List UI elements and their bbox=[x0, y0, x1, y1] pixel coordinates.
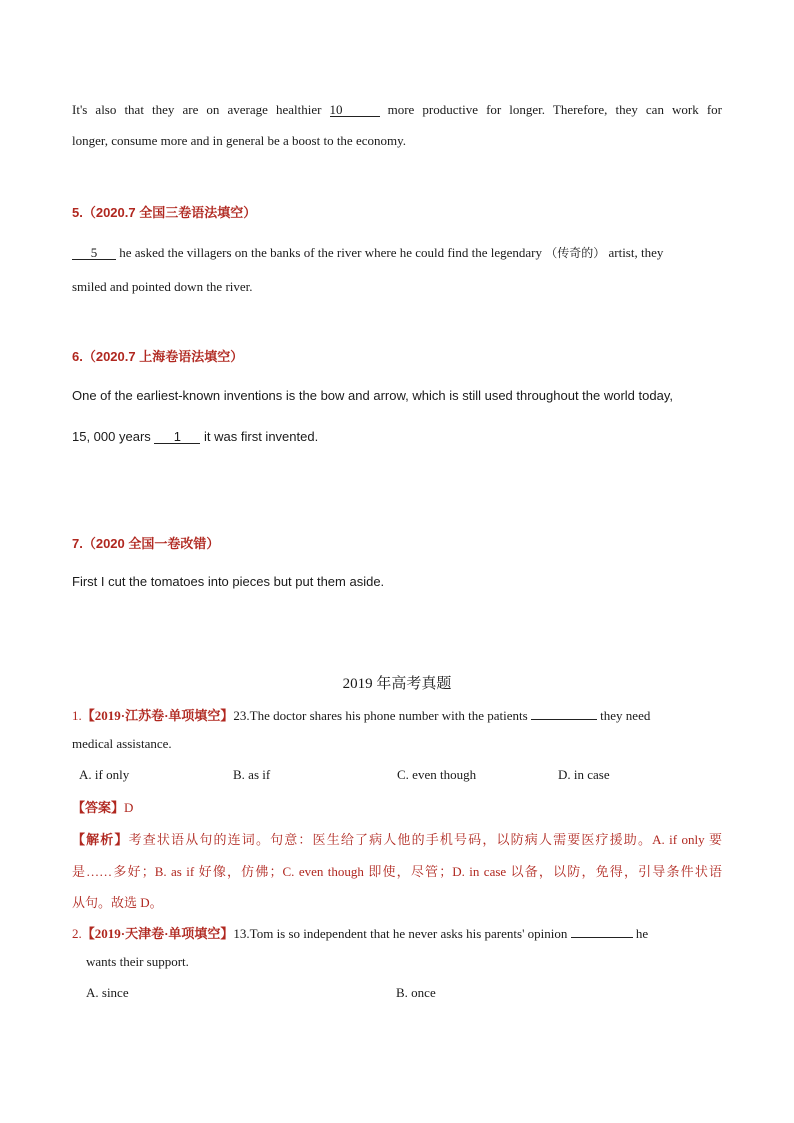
paragraph-line bbox=[72, 429, 318, 444]
question-heading: 7.（2020 全国一卷改错） bbox=[72, 536, 220, 551]
text-segment: it was first invented. bbox=[204, 429, 319, 444]
answer-blank: 5 bbox=[72, 246, 116, 260]
question-number: 2. bbox=[72, 926, 82, 941]
question-line bbox=[72, 705, 650, 724]
analysis-label: 【解析】 bbox=[72, 832, 129, 847]
paragraph-line: First I cut the tomatoes into pieces but put them aside. bbox=[72, 574, 385, 589]
section-title: 2019 年高考真题 bbox=[342, 676, 452, 692]
text-segment: 23.The doctor shares his phone number with the patients bbox=[233, 708, 528, 723]
gloss: （传奇的） bbox=[545, 246, 606, 260]
analysis-line: 是……多好；B. as if 好像，仿佛；C. even though 即使，尽管；D. in case 以备，以防，免得，引导条件状语 bbox=[72, 864, 722, 879]
question-heading: 6.（2020.7 上海卷语法填空） bbox=[72, 349, 244, 364]
answer-value: D bbox=[124, 800, 134, 815]
answer-blank: 1 bbox=[154, 430, 200, 444]
paragraph-line: longer, consume more and in general be a boost to the economy. bbox=[72, 133, 407, 148]
answer-blank bbox=[571, 937, 633, 938]
question-number: 1. bbox=[72, 708, 82, 723]
answer-blank bbox=[531, 719, 597, 720]
text-segment: 13.Tom is so independent that he never asks his parents' opinion bbox=[233, 926, 568, 941]
text-segment: he asked the villagers on the banks of the river where he could find the legendary bbox=[119, 245, 542, 260]
answer-blank: 10 bbox=[330, 103, 380, 117]
option-b: B. once bbox=[396, 985, 436, 1000]
option-a: A. since bbox=[86, 985, 129, 1000]
answer-label: 【答案】 bbox=[72, 800, 125, 815]
text-segment: more productive for longer. Therefore, they can work for bbox=[387, 102, 722, 117]
text-segment: artist, they bbox=[608, 245, 664, 260]
text-segment: they need bbox=[600, 708, 651, 723]
question-line: wants their support. bbox=[86, 954, 189, 969]
question-line: medical assistance. bbox=[72, 736, 172, 751]
paragraph-line bbox=[72, 102, 722, 118]
text-segment: 15, 000 years bbox=[72, 429, 151, 444]
text-segment: It's also that they are on average healthier bbox=[72, 102, 322, 117]
question-line bbox=[72, 923, 648, 942]
text-segment: he bbox=[635, 926, 649, 941]
paragraph-line bbox=[72, 244, 663, 261]
analysis-text: 考查状语从句的连词。句意：医生给了病人他的手机号码，以防病人需要医疗援助。A. if only 要 bbox=[128, 832, 722, 847]
analysis-line bbox=[72, 829, 722, 848]
answer-line bbox=[72, 797, 133, 816]
paragraph-line: One of the earliest-known inventions is the bow and arrow, which is still used throughout the world today, bbox=[72, 388, 673, 403]
question-source: 【2019·天津卷·单项填空】 bbox=[81, 926, 234, 941]
option-b: B. as if bbox=[233, 767, 271, 782]
paragraph-line: smiled and pointed down the river. bbox=[72, 279, 253, 294]
question-heading: 5.（2020.7 全国三卷语法填空） bbox=[72, 205, 257, 220]
option-c: C. even though bbox=[397, 767, 477, 782]
question-source: 【2019·江苏卷·单项填空】 bbox=[81, 708, 234, 723]
option-d: D. in case bbox=[558, 767, 610, 782]
analysis-line: 从句。故选 D。 bbox=[72, 895, 163, 910]
option-a: A. if only bbox=[79, 767, 130, 782]
